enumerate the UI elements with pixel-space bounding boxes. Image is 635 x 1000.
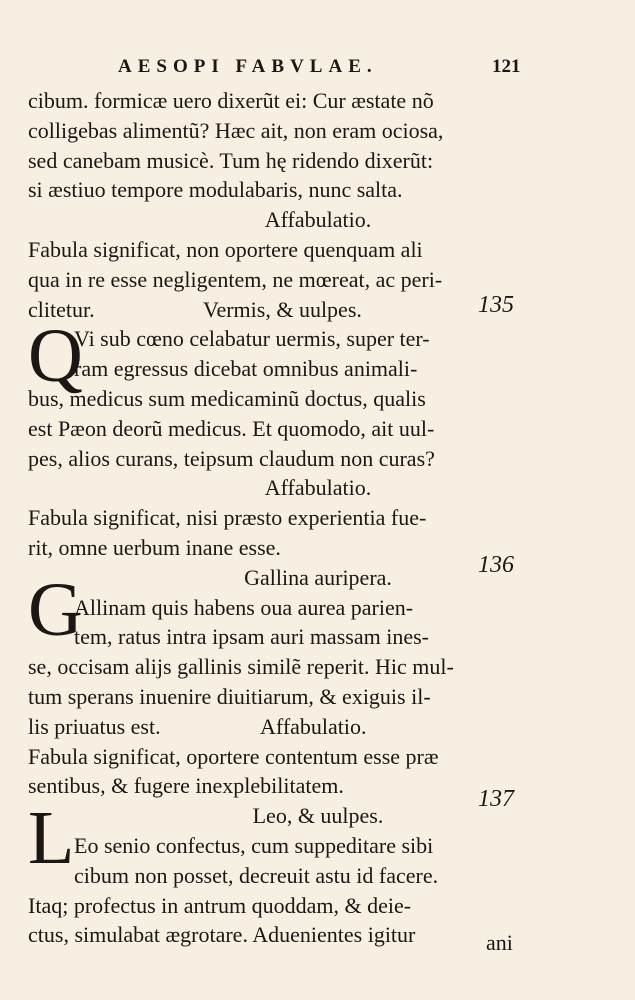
text-line <box>28 712 548 742</box>
text-line: ram egressus dicebat omnibus animali- <box>74 356 418 382</box>
text-line: bus, medicus sum medicaminũ doctus, qualis <box>28 385 426 411</box>
text-line <box>28 295 548 325</box>
drop-cap: L <box>28 796 75 880</box>
text-line: ctus, simulabat ægrotare. Aduenientes igitur <box>28 922 416 948</box>
section-heading: Affabulatio. <box>264 207 372 233</box>
margin-number: 137 <box>478 786 514 812</box>
text-line: tum sperans inuenire diuitiarum, & exiguis il- <box>28 683 431 709</box>
margin-number: 136 <box>478 552 514 578</box>
drop-cap: G <box>28 568 83 652</box>
text-line: est Pæon deorũ medicus. Et quomodo, ait uul- <box>28 415 435 441</box>
text-line: pes, alios curans, teipsum claudum non curas? <box>28 445 435 471</box>
text-line: Eo senio confectus, cum suppeditare sibi <box>74 832 434 858</box>
section-heading: Affabulatio. <box>260 713 367 739</box>
fable-title: Gallina auripera. <box>244 564 392 590</box>
running-title: AESOPI FABVLAE. <box>118 56 378 77</box>
text-line: si æstiuo tempore modulabaris, nunc salta. <box>28 177 403 203</box>
text-line: colligebas alimentũ? Hæc ait, non eram ociosa, <box>28 117 444 143</box>
text-line: rit, omne uerbum inane esse. <box>28 534 281 560</box>
fable-title: Vermis, & uulpes. <box>203 296 362 322</box>
text-line: qua in re esse negligentem, ne mœreat, ac peri- <box>28 266 443 292</box>
text-fragment: clitetur. <box>28 296 95 322</box>
text-line: Itaq; profectus in antrum quoddam, & deie- <box>28 892 412 918</box>
text-line: cibum non posset, decreuit astu id facere. <box>74 862 439 888</box>
running-head <box>0 56 635 86</box>
fable-title: Leo, & uulpes. <box>252 803 384 829</box>
section-heading: Affabulatio. <box>264 475 372 501</box>
margin-number: 135 <box>478 292 514 318</box>
text-line: tem, ratus intra ipsam auri massam ines- <box>74 624 429 650</box>
text-fragment: lis priuatus est. <box>28 713 161 739</box>
text-line: sed canebam musicè. Tum hę ridendo dixerũt: <box>28 147 434 173</box>
text-line: sentibus, & fugere inexplebilitatem. <box>28 773 344 799</box>
text-line: Allinam quis habens oua aurea parien- <box>74 594 414 620</box>
body-text <box>28 86 548 950</box>
text-line: se, occisam alijs gallinis similẽ reperit. Hic mul- <box>28 654 454 680</box>
text-line: Fabula significat, non oportere quenquam ali <box>28 236 423 262</box>
drop-cap: Q <box>28 314 83 398</box>
catchword: ani <box>486 930 513 955</box>
text-line: cibum. formicæ uero dixerũt ei: Cur æstate nõ <box>28 88 434 113</box>
page-number: 121 <box>492 56 521 77</box>
text-line: Vi sub cœno celabatur uermis, super ter- <box>74 326 430 352</box>
text-line: Fabula significat, nisi præsto experientia fue- <box>28 505 427 531</box>
text-line: Fabula significat, oportere contentum esse præ <box>28 743 439 769</box>
